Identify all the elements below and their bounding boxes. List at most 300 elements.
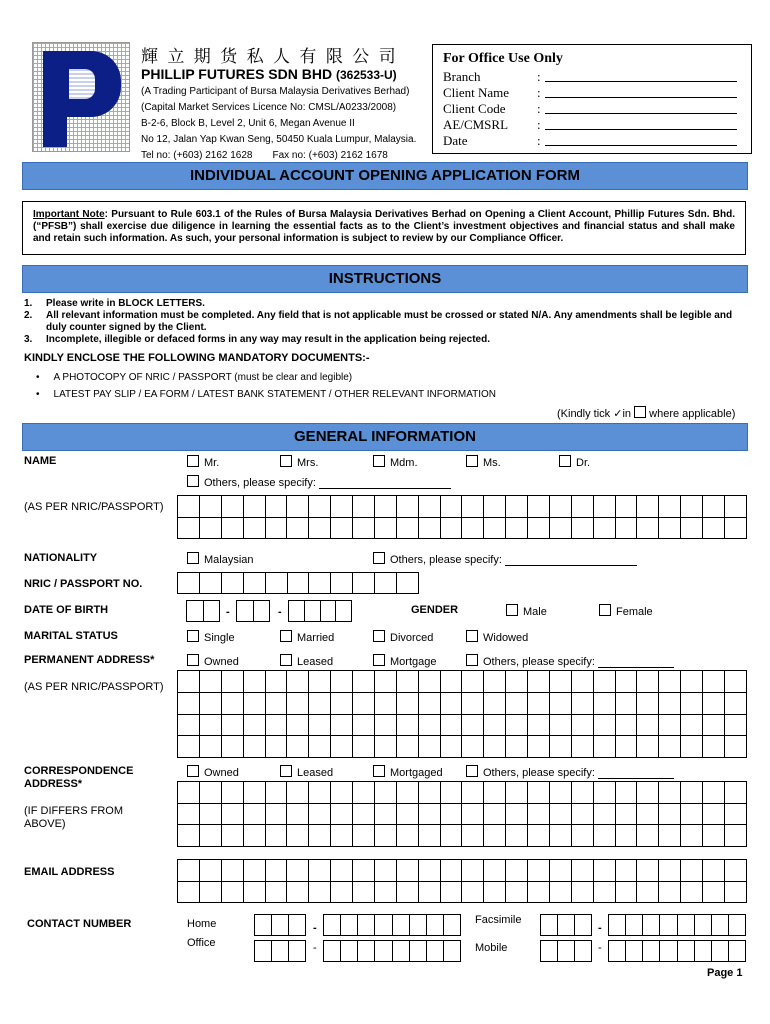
- char-box[interactable]: [728, 941, 745, 962]
- title-mdm-option[interactable]: Mdm.: [373, 455, 418, 469]
- marital-single-option[interactable]: Single: [187, 630, 235, 644]
- char-box[interactable]: [528, 803, 550, 825]
- char-box[interactable]: [199, 496, 221, 518]
- char-box[interactable]: [341, 915, 358, 936]
- char-box[interactable]: [637, 671, 659, 693]
- char-box[interactable]: [462, 692, 484, 714]
- char-box[interactable]: [309, 517, 331, 539]
- char-box[interactable]: [287, 881, 309, 903]
- char-box[interactable]: [462, 496, 484, 518]
- char-box[interactable]: [637, 714, 659, 736]
- char-box[interactable]: [703, 860, 725, 882]
- char-box[interactable]: [703, 782, 725, 804]
- char-box[interactable]: [396, 860, 418, 882]
- char-box[interactable]: [331, 860, 353, 882]
- char-box[interactable]: [374, 517, 396, 539]
- char-box[interactable]: [440, 496, 462, 518]
- char-box[interactable]: [331, 881, 353, 903]
- char-box[interactable]: [462, 714, 484, 736]
- char-box[interactable]: [643, 915, 660, 936]
- char-box[interactable]: [331, 496, 353, 518]
- char-box[interactable]: [287, 671, 309, 693]
- char-box[interactable]: [358, 915, 375, 936]
- char-box[interactable]: [440, 860, 462, 882]
- char-box[interactable]: [353, 736, 375, 758]
- char-box[interactable]: [681, 803, 703, 825]
- char-box[interactable]: [396, 881, 418, 903]
- char-box[interactable]: [309, 714, 331, 736]
- dob-year-boxes[interactable]: [288, 600, 352, 622]
- char-box[interactable]: [681, 860, 703, 882]
- char-box[interactable]: [243, 803, 265, 825]
- char-box[interactable]: [341, 941, 358, 962]
- corr-leased-option[interactable]: Leased: [280, 765, 333, 779]
- char-box[interactable]: [593, 671, 615, 693]
- char-box[interactable]: [426, 941, 443, 962]
- char-box[interactable]: [221, 496, 243, 518]
- char-box[interactable]: [374, 671, 396, 693]
- char-box[interactable]: [549, 803, 571, 825]
- char-box[interactable]: [199, 671, 221, 693]
- malaysian-option[interactable]: Malaysian: [187, 552, 254, 566]
- char-box[interactable]: [659, 782, 681, 804]
- char-box[interactable]: [681, 736, 703, 758]
- char-box[interactable]: [549, 736, 571, 758]
- char-box[interactable]: [375, 573, 397, 594]
- char-box[interactable]: [484, 736, 506, 758]
- char-box[interactable]: [484, 517, 506, 539]
- char-box[interactable]: [484, 692, 506, 714]
- mobile-number-boxes[interactable]: [608, 940, 746, 962]
- char-box[interactable]: [593, 496, 615, 518]
- char-box[interactable]: [178, 736, 200, 758]
- char-box[interactable]: [637, 782, 659, 804]
- home-area-boxes[interactable]: [254, 914, 306, 936]
- char-box[interactable]: [265, 803, 287, 825]
- char-box[interactable]: [324, 941, 341, 962]
- char-box[interactable]: [309, 573, 331, 594]
- char-box[interactable]: [199, 782, 221, 804]
- char-box[interactable]: [418, 714, 440, 736]
- char-box[interactable]: [549, 881, 571, 903]
- title-dr-option[interactable]: Dr.: [559, 455, 590, 469]
- char-box[interactable]: [724, 517, 746, 539]
- char-box[interactable]: [506, 692, 528, 714]
- char-box[interactable]: [265, 517, 287, 539]
- client-name-field[interactable]: [545, 97, 737, 98]
- char-box[interactable]: [287, 517, 309, 539]
- char-box[interactable]: [660, 915, 677, 936]
- char-box[interactable]: [178, 860, 200, 882]
- char-box[interactable]: [549, 714, 571, 736]
- char-box[interactable]: [703, 803, 725, 825]
- char-box[interactable]: [353, 782, 375, 804]
- corr-owned-option[interactable]: Owned: [187, 765, 239, 779]
- char-box[interactable]: [681, 782, 703, 804]
- char-box[interactable]: [199, 517, 221, 539]
- char-box[interactable]: [462, 860, 484, 882]
- char-box[interactable]: [528, 782, 550, 804]
- char-box[interactable]: [253, 601, 270, 622]
- permanent-address-boxes[interactable]: [177, 670, 747, 758]
- char-box[interactable]: [724, 881, 746, 903]
- char-box[interactable]: [396, 736, 418, 758]
- char-box[interactable]: [243, 496, 265, 518]
- char-box[interactable]: [440, 803, 462, 825]
- char-box[interactable]: [571, 496, 593, 518]
- char-box[interactable]: [643, 941, 660, 962]
- char-box[interactable]: [309, 803, 331, 825]
- char-box[interactable]: [484, 803, 506, 825]
- char-box[interactable]: [353, 496, 375, 518]
- char-box[interactable]: [593, 881, 615, 903]
- char-box[interactable]: [571, 736, 593, 758]
- char-box[interactable]: [265, 714, 287, 736]
- perm-mortgage-option[interactable]: Mortgage: [373, 654, 436, 668]
- char-box[interactable]: [593, 803, 615, 825]
- char-box[interactable]: [637, 860, 659, 882]
- char-box[interactable]: [571, 881, 593, 903]
- char-box[interactable]: [703, 671, 725, 693]
- char-box[interactable]: [199, 573, 221, 594]
- char-box[interactable]: [331, 803, 353, 825]
- char-box[interactable]: [265, 825, 287, 847]
- char-box[interactable]: [221, 825, 243, 847]
- char-box[interactable]: [243, 573, 265, 594]
- char-box[interactable]: [272, 915, 289, 936]
- char-box[interactable]: [659, 825, 681, 847]
- char-box[interactable]: [374, 825, 396, 847]
- char-box[interactable]: [440, 825, 462, 847]
- char-box[interactable]: [541, 941, 558, 962]
- char-box[interactable]: [615, 517, 637, 539]
- char-box[interactable]: [178, 692, 200, 714]
- char-box[interactable]: [724, 714, 746, 736]
- char-box[interactable]: [396, 517, 418, 539]
- char-box[interactable]: [659, 671, 681, 693]
- char-box[interactable]: [243, 881, 265, 903]
- char-box[interactable]: [440, 714, 462, 736]
- char-box[interactable]: [593, 692, 615, 714]
- char-box[interactable]: [324, 915, 341, 936]
- office-number-boxes[interactable]: [323, 940, 461, 962]
- char-box[interactable]: [528, 671, 550, 693]
- char-box[interactable]: [593, 782, 615, 804]
- char-box[interactable]: [265, 671, 287, 693]
- char-box[interactable]: [309, 671, 331, 693]
- char-box[interactable]: [178, 825, 200, 847]
- email-boxes[interactable]: [177, 859, 747, 903]
- char-box[interactable]: [178, 714, 200, 736]
- char-box[interactable]: [484, 825, 506, 847]
- char-box[interactable]: [443, 915, 460, 936]
- char-box[interactable]: [681, 881, 703, 903]
- title-mrs-option[interactable]: Mrs.: [280, 455, 318, 469]
- char-box[interactable]: [593, 860, 615, 882]
- char-box[interactable]: [287, 692, 309, 714]
- char-box[interactable]: [331, 517, 353, 539]
- char-box[interactable]: [243, 736, 265, 758]
- char-box[interactable]: [243, 860, 265, 882]
- char-box[interactable]: [703, 714, 725, 736]
- char-box[interactable]: [506, 825, 528, 847]
- char-box[interactable]: [243, 692, 265, 714]
- char-box[interactable]: [199, 860, 221, 882]
- char-box[interactable]: [575, 941, 592, 962]
- char-box[interactable]: [549, 782, 571, 804]
- title-ms-option[interactable]: Ms.: [466, 455, 501, 469]
- char-box[interactable]: [265, 881, 287, 903]
- char-box[interactable]: [392, 915, 409, 936]
- title-others-option[interactable]: Others, please specify:: [187, 475, 451, 489]
- title-mr-option[interactable]: Mr.: [187, 455, 219, 469]
- char-box[interactable]: [265, 692, 287, 714]
- char-box[interactable]: [462, 517, 484, 539]
- char-box[interactable]: [199, 881, 221, 903]
- char-box[interactable]: [681, 496, 703, 518]
- marital-widowed-option[interactable]: Widowed: [466, 630, 528, 644]
- char-box[interactable]: [374, 803, 396, 825]
- char-box[interactable]: [272, 941, 289, 962]
- char-box[interactable]: [331, 714, 353, 736]
- char-box[interactable]: [243, 714, 265, 736]
- branch-field[interactable]: [545, 81, 737, 82]
- char-box[interactable]: [659, 803, 681, 825]
- char-box[interactable]: [237, 601, 254, 622]
- char-box[interactable]: [637, 496, 659, 518]
- char-box[interactable]: [615, 803, 637, 825]
- char-box[interactable]: [462, 881, 484, 903]
- char-box[interactable]: [724, 860, 746, 882]
- dob-month-boxes[interactable]: [236, 600, 270, 622]
- char-box[interactable]: [331, 736, 353, 758]
- char-box[interactable]: [353, 517, 375, 539]
- char-box[interactable]: [440, 881, 462, 903]
- char-box[interactable]: [703, 692, 725, 714]
- char-box[interactable]: [615, 825, 637, 847]
- char-box[interactable]: [289, 941, 306, 962]
- char-box[interactable]: [549, 671, 571, 693]
- char-box[interactable]: [396, 782, 418, 804]
- dob-day-boxes[interactable]: [186, 600, 220, 622]
- char-box[interactable]: [336, 601, 352, 622]
- char-box[interactable]: [528, 517, 550, 539]
- char-box[interactable]: [287, 782, 309, 804]
- char-box[interactable]: [396, 496, 418, 518]
- char-box[interactable]: [484, 496, 506, 518]
- char-box[interactable]: [593, 825, 615, 847]
- char-box[interactable]: [626, 915, 643, 936]
- char-box[interactable]: [659, 736, 681, 758]
- char-box[interactable]: [615, 782, 637, 804]
- char-box[interactable]: [615, 881, 637, 903]
- char-box[interactable]: [375, 915, 392, 936]
- char-box[interactable]: [637, 692, 659, 714]
- char-box[interactable]: [221, 692, 243, 714]
- char-box[interactable]: [187, 601, 204, 622]
- char-box[interactable]: [255, 941, 272, 962]
- char-box[interactable]: [558, 941, 575, 962]
- char-box[interactable]: [265, 736, 287, 758]
- char-box[interactable]: [418, 803, 440, 825]
- char-box[interactable]: [320, 601, 336, 622]
- char-box[interactable]: [375, 941, 392, 962]
- char-box[interactable]: [724, 692, 746, 714]
- char-box[interactable]: [659, 881, 681, 903]
- char-box[interactable]: [593, 517, 615, 539]
- char-box[interactable]: [331, 671, 353, 693]
- char-box[interactable]: [571, 714, 593, 736]
- char-box[interactable]: [289, 915, 306, 936]
- char-box[interactable]: [637, 736, 659, 758]
- char-box[interactable]: [409, 915, 426, 936]
- char-box[interactable]: [528, 496, 550, 518]
- char-box[interactable]: [265, 496, 287, 518]
- fax-number-boxes[interactable]: [608, 914, 746, 936]
- char-box[interactable]: [571, 860, 593, 882]
- char-box[interactable]: [615, 736, 637, 758]
- char-box[interactable]: [575, 915, 592, 936]
- char-box[interactable]: [409, 941, 426, 962]
- char-box[interactable]: [374, 782, 396, 804]
- char-box[interactable]: [396, 692, 418, 714]
- char-box[interactable]: [440, 671, 462, 693]
- char-box[interactable]: [265, 860, 287, 882]
- char-box[interactable]: [418, 692, 440, 714]
- char-box[interactable]: [593, 714, 615, 736]
- char-box[interactable]: [418, 881, 440, 903]
- char-box[interactable]: [506, 517, 528, 539]
- char-box[interactable]: [659, 496, 681, 518]
- char-box[interactable]: [703, 517, 725, 539]
- char-box[interactable]: [506, 736, 528, 758]
- char-box[interactable]: [615, 714, 637, 736]
- char-box[interactable]: [287, 573, 309, 594]
- char-box[interactable]: [506, 714, 528, 736]
- char-box[interactable]: [724, 671, 746, 693]
- char-box[interactable]: [659, 517, 681, 539]
- correspondence-address-boxes[interactable]: [177, 781, 747, 847]
- char-box[interactable]: [728, 915, 745, 936]
- char-box[interactable]: [462, 825, 484, 847]
- char-box[interactable]: [287, 496, 309, 518]
- char-box[interactable]: [287, 736, 309, 758]
- char-box[interactable]: [353, 692, 375, 714]
- char-box[interactable]: [703, 496, 725, 518]
- char-box[interactable]: [677, 941, 694, 962]
- char-box[interactable]: [178, 782, 200, 804]
- char-box[interactable]: [484, 881, 506, 903]
- char-box[interactable]: [609, 941, 626, 962]
- char-box[interactable]: [221, 881, 243, 903]
- nationality-others-option[interactable]: Others, please specify:: [373, 552, 637, 566]
- char-box[interactable]: [243, 782, 265, 804]
- char-box[interactable]: [549, 825, 571, 847]
- char-box[interactable]: [484, 782, 506, 804]
- char-box[interactable]: [609, 915, 626, 936]
- char-box[interactable]: [243, 671, 265, 693]
- char-box[interactable]: [353, 714, 375, 736]
- char-box[interactable]: [374, 692, 396, 714]
- char-box[interactable]: [528, 881, 550, 903]
- char-box[interactable]: [358, 941, 375, 962]
- char-box[interactable]: [309, 736, 331, 758]
- char-box[interactable]: [331, 782, 353, 804]
- char-box[interactable]: [443, 941, 460, 962]
- char-box[interactable]: [506, 671, 528, 693]
- char-box[interactable]: [331, 825, 353, 847]
- char-box[interactable]: [724, 736, 746, 758]
- char-box[interactable]: [637, 517, 659, 539]
- char-box[interactable]: [528, 736, 550, 758]
- char-box[interactable]: [677, 915, 694, 936]
- char-box[interactable]: [694, 915, 711, 936]
- char-box[interactable]: [309, 496, 331, 518]
- char-box[interactable]: [353, 803, 375, 825]
- char-box[interactable]: [418, 671, 440, 693]
- char-box[interactable]: [440, 692, 462, 714]
- char-box[interactable]: [659, 860, 681, 882]
- char-box[interactable]: [462, 782, 484, 804]
- char-box[interactable]: [440, 782, 462, 804]
- char-box[interactable]: [331, 573, 353, 594]
- char-box[interactable]: [615, 860, 637, 882]
- char-box[interactable]: [571, 692, 593, 714]
- char-box[interactable]: [353, 860, 375, 882]
- char-box[interactable]: [178, 881, 200, 903]
- char-box[interactable]: [637, 881, 659, 903]
- char-box[interactable]: [528, 860, 550, 882]
- char-box[interactable]: [711, 941, 728, 962]
- char-box[interactable]: [711, 915, 728, 936]
- char-box[interactable]: [703, 825, 725, 847]
- char-box[interactable]: [549, 860, 571, 882]
- char-box[interactable]: [681, 825, 703, 847]
- char-box[interactable]: [703, 881, 725, 903]
- char-box[interactable]: [637, 803, 659, 825]
- char-box[interactable]: [506, 860, 528, 882]
- char-box[interactable]: [440, 736, 462, 758]
- char-box[interactable]: [304, 601, 320, 622]
- char-box[interactable]: [221, 860, 243, 882]
- char-box[interactable]: [396, 803, 418, 825]
- char-box[interactable]: [199, 714, 221, 736]
- char-box[interactable]: [660, 941, 677, 962]
- char-box[interactable]: [615, 692, 637, 714]
- marital-married-option[interactable]: Married: [280, 630, 334, 644]
- char-box[interactable]: [626, 941, 643, 962]
- char-box[interactable]: [287, 714, 309, 736]
- char-box[interactable]: [659, 692, 681, 714]
- gender-male-option[interactable]: Male: [506, 604, 547, 618]
- corr-others-option[interactable]: Others, please specify:: [466, 765, 674, 779]
- char-box[interactable]: [374, 714, 396, 736]
- char-box[interactable]: [265, 573, 287, 594]
- char-box[interactable]: [255, 915, 272, 936]
- char-box[interactable]: [221, 517, 243, 539]
- char-box[interactable]: [331, 692, 353, 714]
- char-box[interactable]: [374, 881, 396, 903]
- char-box[interactable]: [694, 941, 711, 962]
- perm-owned-option[interactable]: Owned: [187, 654, 239, 668]
- char-box[interactable]: [221, 671, 243, 693]
- char-box[interactable]: [528, 825, 550, 847]
- char-box[interactable]: [615, 671, 637, 693]
- char-box[interactable]: [199, 803, 221, 825]
- char-box[interactable]: [724, 825, 746, 847]
- char-box[interactable]: [203, 601, 220, 622]
- gender-female-option[interactable]: Female: [599, 604, 653, 618]
